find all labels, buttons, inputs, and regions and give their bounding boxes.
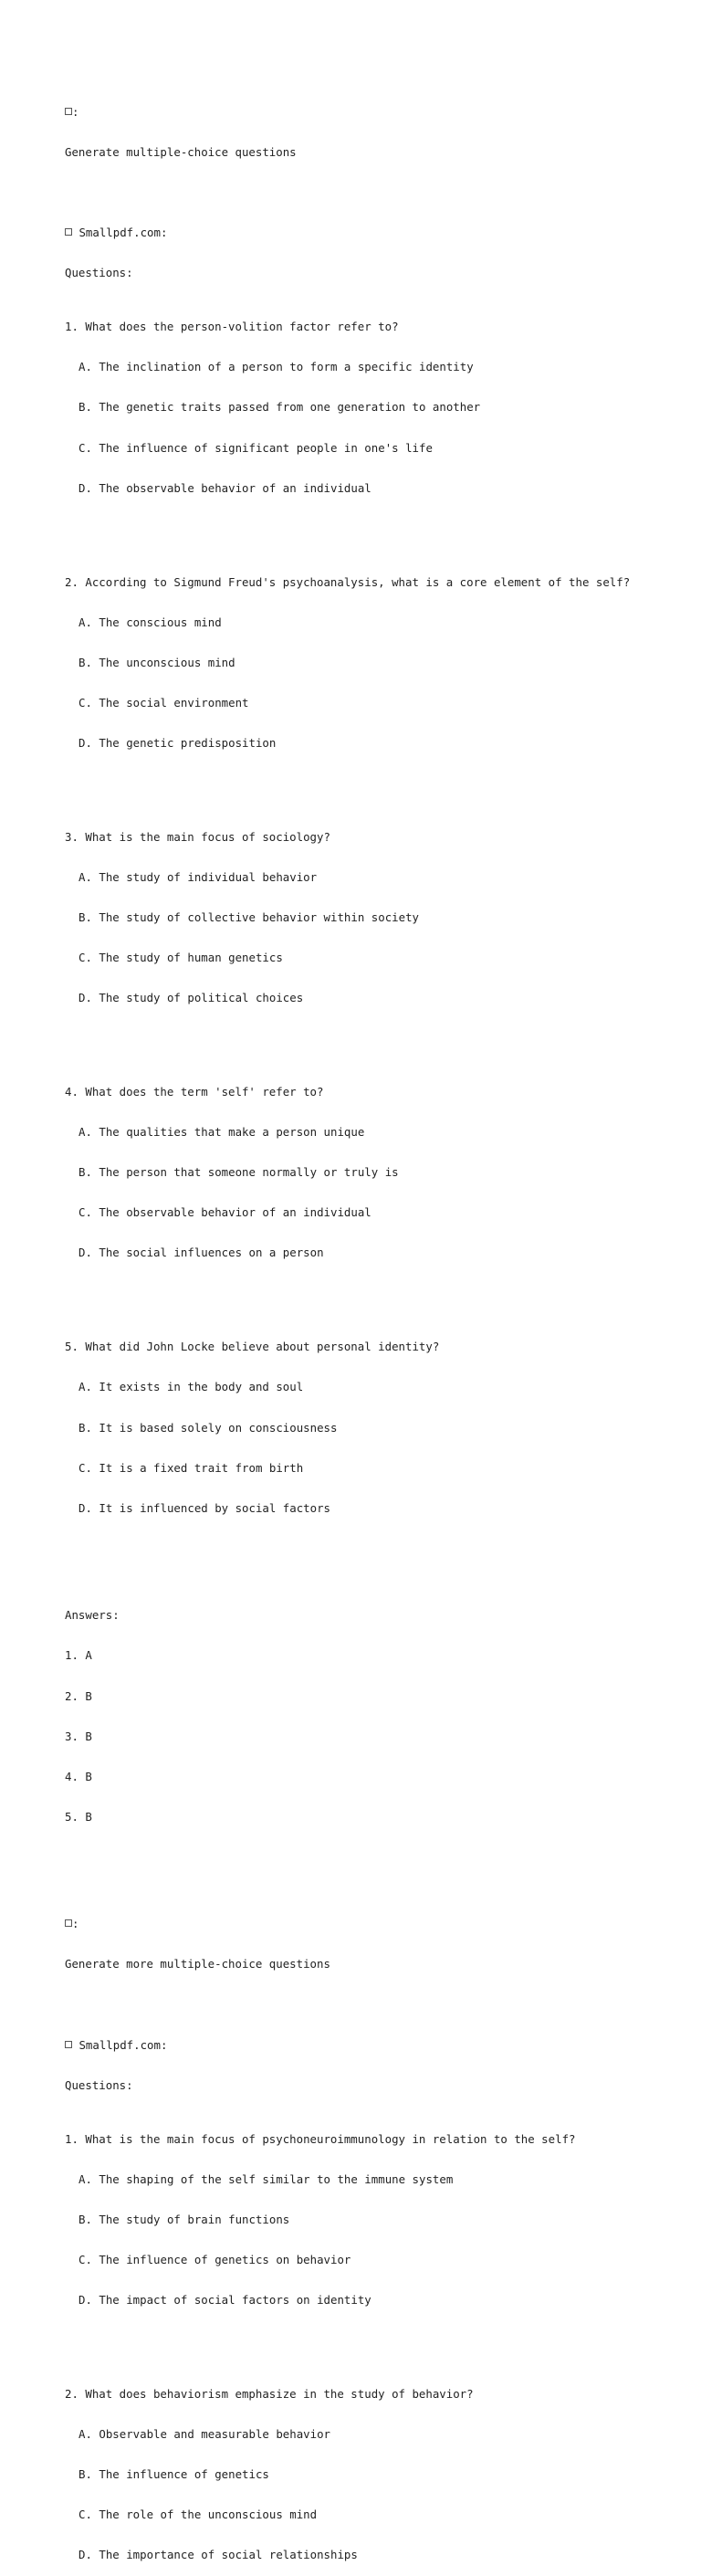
user-label: : [72,105,79,120]
answers-header: Answers: [65,1608,120,1623]
answer-key-item: 1. A [65,1648,92,1663]
user-prompt: Generate more multiple-choice questions [65,1957,330,1971]
answer-option: A. Observable and measurable behavior [78,2426,331,2441]
answer-option: B. The study of collective behavior within society [78,910,419,924]
answer-option: A. The conscious mind [78,615,222,629]
answer-option: C. The social environment [78,695,249,710]
answer-key-item: 3. B [65,1729,92,1743]
question-text: 3. What is the main focus of sociology? [65,829,330,844]
answer-option: D. It is influenced by social factors [78,1500,331,1515]
user-label-line [65,106,630,120]
answer-option: A. The inclination of a person to form a specific identity [78,360,474,374]
assistant-icon [65,228,72,236]
answer-option: C. The observable behavior of an individual [78,1205,371,1220]
user-label-line [65,1918,630,1931]
answer-option: B. The influence of genetics [78,2467,269,2481]
answer-option: B. The genetic traits passed from one generation to another [78,400,481,415]
answer-option: A. The study of individual behavior [78,869,318,884]
question-text: 2. What does behaviorism emphasize in the study of behavior? [65,2386,474,2401]
answer-option: D. The social influences on a person [78,1246,324,1260]
answer-option: C. The role of the unconscious mind [78,2508,318,2522]
assistant-label: Smallpdf.com: [72,2037,168,2052]
assistant-label: Smallpdf.com: [72,226,168,240]
answer-option: A. The qualities that make a person unique [78,1125,365,1140]
answer-key-item: 5. B [65,1809,92,1824]
questions-header: Questions: [65,2077,133,2092]
answer-option: D. The impact of social factors on identity [78,2292,371,2307]
answer-option: D. The genetic predisposition [78,735,277,750]
answer-option: B. The unconscious mind [78,655,235,669]
question-text: 1. What is the main focus of psychoneuroimmunology in relation to the self? [65,2131,576,2146]
question-text: 5. What did John Locke believe about personal identity? [65,1340,440,1354]
questions-header: Questions: [65,266,133,280]
answer-option: A. It exists in the body and soul [78,1380,304,1394]
question-text: 1. What does the person-volition factor refer to? [65,320,399,334]
user-icon [65,108,72,115]
answer-option: B. The person that someone normally or truly is [78,1165,399,1180]
answer-option: A. The shaping of the self similar to the immune system [78,2171,454,2186]
answer-option: C. The influence of significant people in one's life [78,440,433,455]
answer-key-item: 2. B [65,1688,92,1703]
user-label: : [72,1917,79,1931]
answer-option: D. The importance of social relationships [78,2548,358,2562]
answer-option: D. The study of political choices [78,991,304,1005]
user-icon [65,1919,72,1927]
answer-option: C. The study of human genetics [78,951,283,965]
answer-key-item: 4. B [65,1769,92,1783]
assistant-label-line [65,2039,630,2053]
answer-option: C. It is a fixed trait from birth [78,1460,304,1475]
chat-transcript [65,66,630,2576]
answer-option: D. The observable behavior of an individual [78,480,371,495]
answer-option: C. The influence of genetics on behavior [78,2252,351,2266]
assistant-icon [65,2041,72,2048]
user-prompt: Generate multiple-choice questions [65,145,297,160]
answer-option: B. It is based solely on consciousness [78,1420,338,1435]
assistant-label-line [65,226,630,240]
question-text: 4. What does the term 'self' refer to? [65,1085,324,1099]
answer-option: B. The study of brain functions [78,2212,290,2226]
question-text: 2. According to Sigmund Freud's psychoanalysis, what is a core element of the self? [65,574,631,589]
